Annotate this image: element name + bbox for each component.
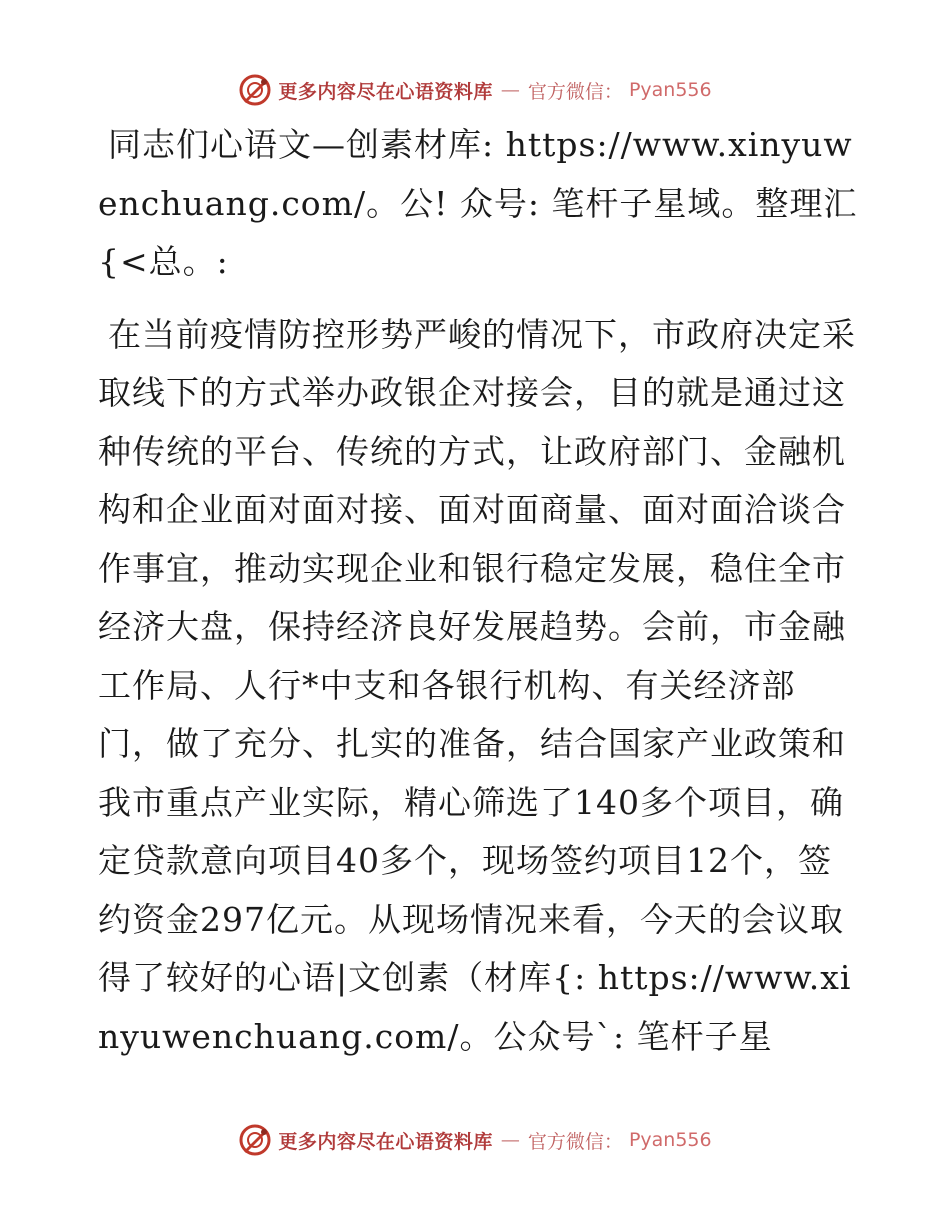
paragraph-main: 在当前疫情防控形势严峻的情况下，市政府决定采取线下的方式举办政银企对接会，目的就是通过这种传统的平台、传统的方式，让政府部门、金融机构和企业面对面对接、面对面商量、面对面洽谈合作事宜，推动实现企业和银行稳定发展，稳住全市经济大盘，保持经济良好发展趋势。会前，市金融工作局、人行*中支和各银行机构、有关经济部门，做了充分、扎实的准备，结合国家产业政策和我市重点产业实际，精心筛选了140多个项目，确定贷款意向项目40多个，现场签约项目12个，签约资金297亿元。从现场情况来看，今天的会议取得了较好的心语|文创素（材库{: https://www.xinyuwenchuang.com/。公众号`: 笔杆子星 <box>98 314 856 1056</box>
banner-wechat-label: 官方微信： <box>527 1130 623 1153</box>
banner-separator: — <box>500 1129 520 1151</box>
banner-wechat-id: Pyan556 <box>628 79 712 101</box>
banner-main-text: 更多内容尽在心语资料库 <box>278 1130 493 1153</box>
banner-wechat-id: Pyan556 <box>628 1129 712 1151</box>
document-body <box>98 116 858 1066</box>
paragraph-intro: 同志们心语文—创素材库: https://www.xinyuwenchuang.com/。公! 众号: 笔杆子星域。整理汇{<总。: <box>98 125 858 281</box>
brand-logo-icon <box>238 73 272 107</box>
banner-main-text: 更多内容尽在心语资料库 <box>278 80 493 103</box>
header-watermark-banner <box>0 70 950 110</box>
footer-watermark-banner <box>0 1120 950 1160</box>
banner-wechat-label: 官方微信： <box>527 80 623 103</box>
banner-separator: — <box>500 79 520 101</box>
brand-logo-icon <box>238 1123 272 1157</box>
